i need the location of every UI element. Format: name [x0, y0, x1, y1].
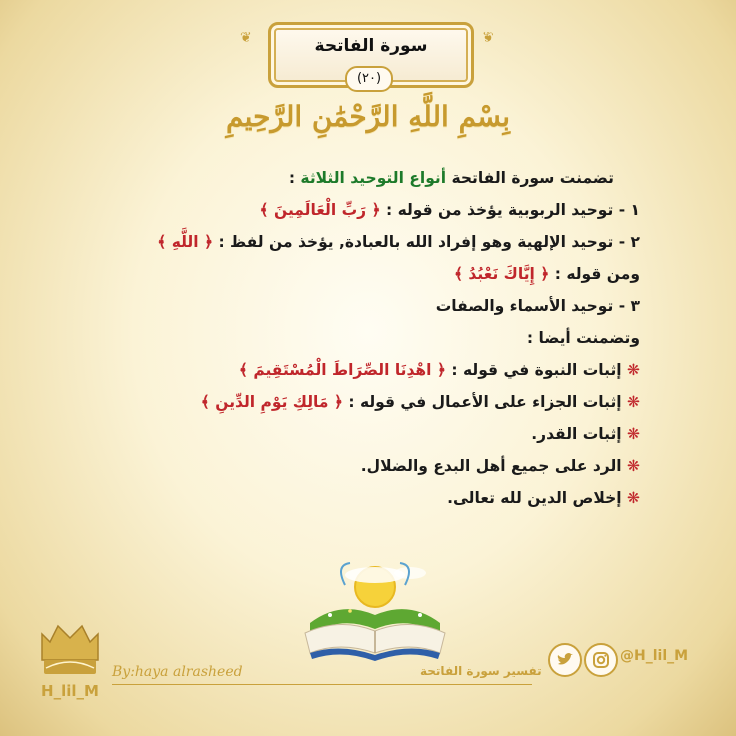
line-text: ١ - توحيد الربوبية يؤخذ من قوله : [385, 201, 640, 219]
line-asma-sifat [80, 293, 640, 320]
credit: By:haya alrasheed [112, 664, 243, 680]
intro-line [80, 165, 640, 192]
intro-highlight: أنواع التوحيد الثلاثة [300, 169, 447, 187]
line-uluhiyyah [80, 229, 640, 256]
bullet-icon: ❋ [627, 393, 640, 411]
intro-colon: : [288, 169, 296, 187]
surah-title: سورة الفاتحة [314, 36, 428, 56]
list-item [80, 357, 640, 384]
bullet-icon: ❋ [627, 425, 640, 443]
line-text: ٢ - توحيد الإلهية وهو إفراد الله بالعبادة, يؤخذ من لفظ : [218, 233, 640, 251]
line-text: ٣ - توحيد الأسماء والصفات [435, 297, 640, 315]
verse: ﴿ رَبِّ الْعَالَمِينَ ﴾ [259, 201, 381, 219]
series-title: تفسير سورة الفاتحة [420, 664, 542, 678]
line-iyyaka [80, 261, 640, 288]
line-text: إثبات الجزاء على الأعمال في قوله : [348, 393, 622, 411]
verse: ﴿ إِيَّاكَ نَعْبُدُ ﴾ [453, 265, 550, 283]
logo-text: H_lil_M [41, 682, 99, 700]
main-content [80, 165, 640, 512]
list-item [80, 485, 640, 512]
list-item [80, 389, 640, 416]
line-text: إثبات القدر. [531, 425, 622, 443]
line-text: إثبات النبوة في قوله : [451, 361, 622, 379]
footer-divider [112, 684, 532, 685]
social-handle[interactable]: @H_lil_M [620, 648, 689, 664]
basmala: بِسْمِ اللَّهِ الرَّحْمَٰنِ الرَّحِيمِ [226, 100, 510, 133]
list-item [80, 453, 640, 480]
verse: ﴿ اهْدِنَا الصِّرَاطَ الْمُسْتَقِيمَ ﴾ [238, 361, 446, 379]
line-also [80, 325, 640, 352]
open-book-icon [290, 545, 460, 665]
bullet-icon: ❋ [627, 489, 640, 507]
list-item [80, 421, 640, 448]
right-flourish-icon: ❦ [482, 30, 494, 46]
verse: ﴿ مَالِكِ يَوْمِ الدِّينِ ﴾ [200, 393, 343, 411]
line-text: إخلاص الدين لله تعالى. [447, 489, 622, 507]
instagram-icon[interactable] [584, 643, 618, 677]
intro-text: تضمنت سورة الفاتحة [451, 169, 614, 187]
line-rububiyyah [80, 197, 640, 224]
logo-icon [36, 612, 104, 682]
line-text: ومن قوله : [554, 265, 640, 283]
twitter-icon[interactable] [548, 643, 582, 677]
line-text: وتضمنت أيضا : [526, 329, 640, 347]
verse: ﴿ اللَّهِ ﴾ [157, 233, 214, 251]
page-number: (٢٠) [345, 66, 393, 92]
bullet-icon: ❋ [627, 361, 640, 379]
left-flourish-icon: ❦ [240, 30, 252, 46]
bullet-icon: ❋ [627, 457, 640, 475]
line-text: الرد على جميع أهل البدع والضلال. [360, 457, 622, 475]
